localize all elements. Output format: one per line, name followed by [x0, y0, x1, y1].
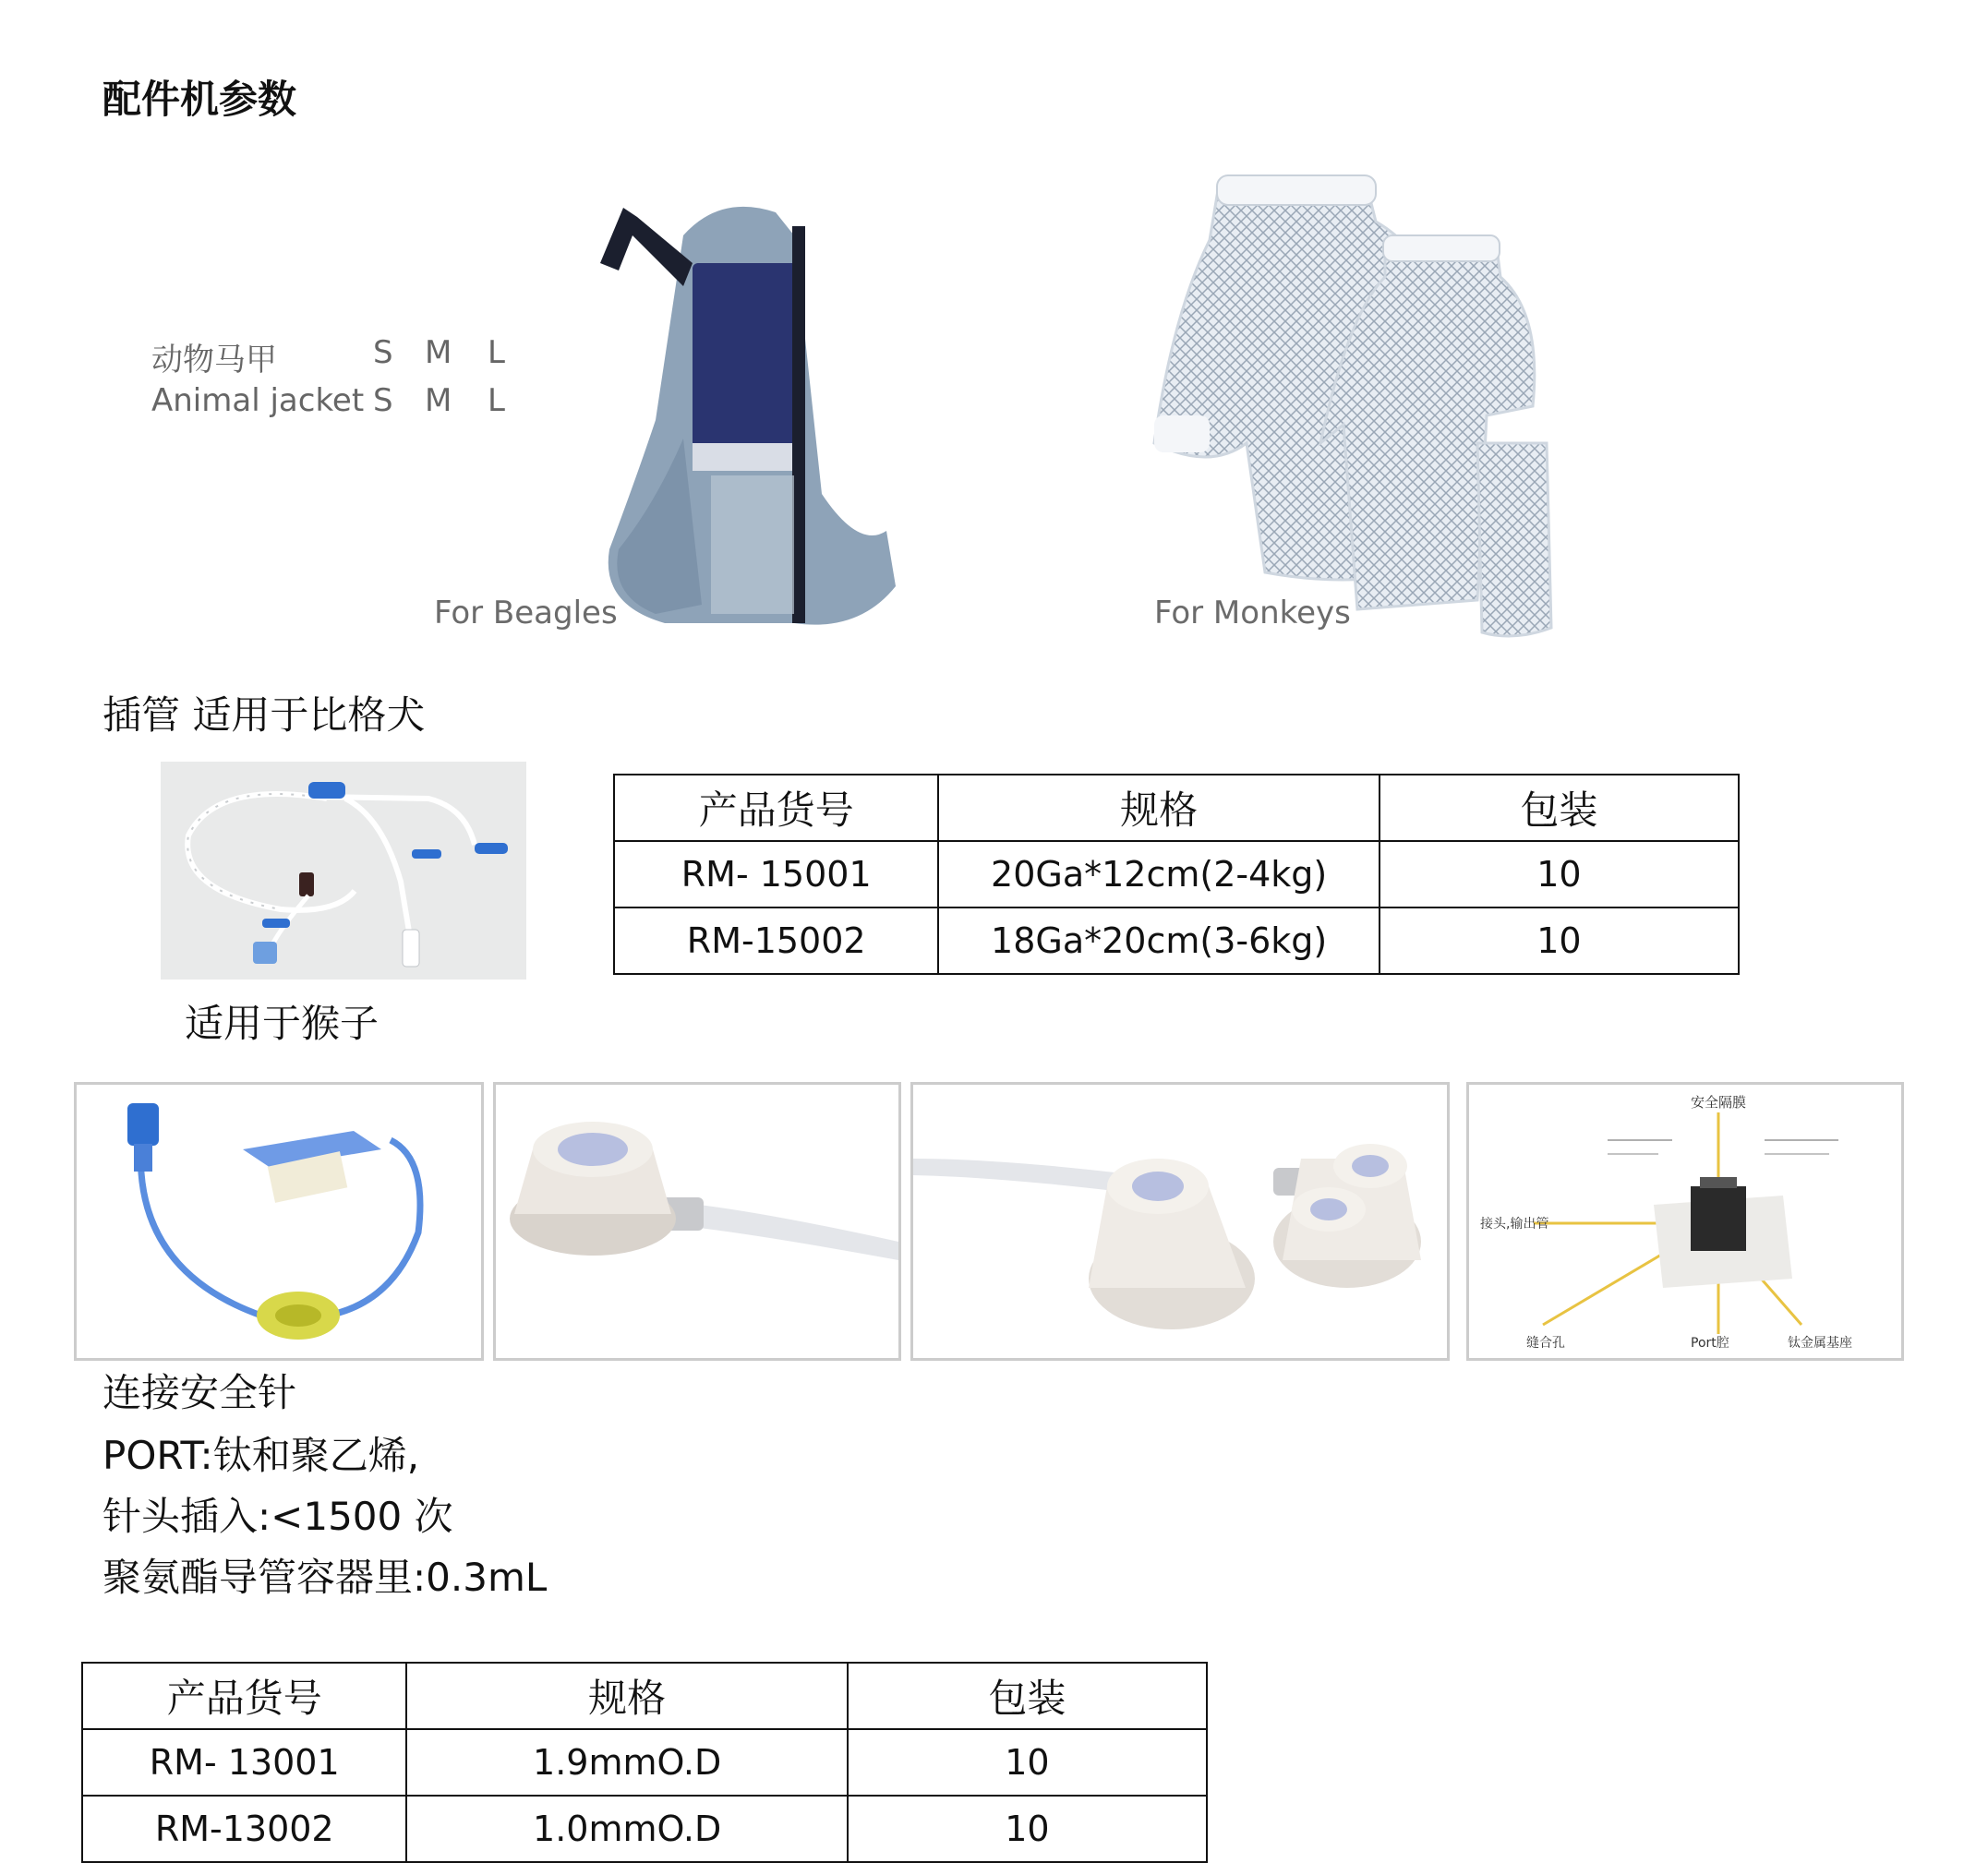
- table-cell: RM- 13001: [82, 1729, 406, 1796]
- table-cell: 20Ga*12cm(2-4kg): [938, 841, 1379, 907]
- jacket-label-cn: 动物马甲: [151, 342, 277, 379]
- table-header-cell: 包装: [1380, 775, 1739, 841]
- port-line-4: 聚氨酯导管容器里:0.3mL: [102, 1555, 548, 1600]
- catheter-heading: 插管 适用于比格犬: [102, 692, 426, 738]
- table-cell: 1.0mmO.D: [406, 1796, 847, 1862]
- table-header-cell: 包装: [848, 1663, 1207, 1729]
- table-row: [82, 1729, 1207, 1796]
- table-row: [614, 841, 1739, 907]
- table-header-cell: 规格: [406, 1663, 847, 1729]
- size-m: M: [425, 334, 452, 371]
- port-line-2: PORT:钛和聚乙烯,: [102, 1433, 420, 1478]
- size-l: L: [488, 382, 505, 419]
- port-diagram-image: [1469, 1085, 1901, 1358]
- table-row: [82, 1796, 1207, 1862]
- table-cell: RM-15002: [614, 907, 938, 974]
- table-cell: 10: [848, 1729, 1207, 1796]
- table-cell: 10: [1380, 841, 1739, 907]
- catheter-image: [161, 762, 526, 980]
- catheter-subheading: 适用于猴子: [185, 1001, 380, 1046]
- diagram-label-bottom-mid: Port腔: [1691, 1336, 1729, 1351]
- table-header-cell: 产品货号: [82, 1663, 406, 1729]
- port-double-photo: [910, 1082, 1450, 1361]
- jacket-label-en: Animal jacket: [151, 382, 365, 419]
- safety-needle-image: [77, 1085, 481, 1358]
- table-cell: 10: [1380, 907, 1739, 974]
- catheter-spec-table: [613, 774, 1740, 975]
- diagram-label-top: 安全隔膜: [1690, 1094, 1747, 1111]
- table-header-cell: 产品货号: [614, 775, 938, 841]
- monkey-jacket-image: [1136, 166, 1570, 646]
- caption-beagles: For Beagles: [434, 595, 618, 631]
- table-cell: RM- 15001: [614, 841, 938, 907]
- diagram-label-left: 接头,输出管: [1480, 1217, 1549, 1232]
- port-single-image: [496, 1085, 898, 1358]
- beagle-jacket-image: [582, 198, 905, 642]
- size-s: S: [373, 382, 393, 419]
- port-line-3: 针头插入:<1500 次: [102, 1494, 453, 1539]
- size-m: M: [425, 382, 452, 419]
- caption-monkeys: For Monkeys: [1154, 595, 1351, 631]
- diagram-label-bottom-right: 钛金属基座: [1788, 1336, 1852, 1351]
- port-double-image: [913, 1085, 1447, 1358]
- table-header-row: [82, 1663, 1207, 1729]
- safety-needle-photo: [74, 1082, 484, 1361]
- table-cell: 18Ga*20cm(3-6kg): [938, 907, 1379, 974]
- port-line-1: 连接安全针: [102, 1370, 297, 1415]
- port-spec-table: [81, 1662, 1208, 1863]
- page-title: 配件机参数: [102, 77, 297, 122]
- table-cell: 10: [848, 1796, 1207, 1862]
- port-single-photo: [493, 1082, 901, 1361]
- size-s: S: [373, 334, 393, 371]
- table-cell: 1.9mmO.D: [406, 1729, 847, 1796]
- table-header-cell: 规格: [938, 775, 1379, 841]
- diagram-label-bottom-left: 缝合孔: [1526, 1336, 1565, 1351]
- table-header-row: [614, 775, 1739, 841]
- table-cell: RM-13002: [82, 1796, 406, 1862]
- size-l: L: [488, 334, 505, 371]
- port-diagram-photo: [1466, 1082, 1904, 1361]
- table-row: [614, 907, 1739, 974]
